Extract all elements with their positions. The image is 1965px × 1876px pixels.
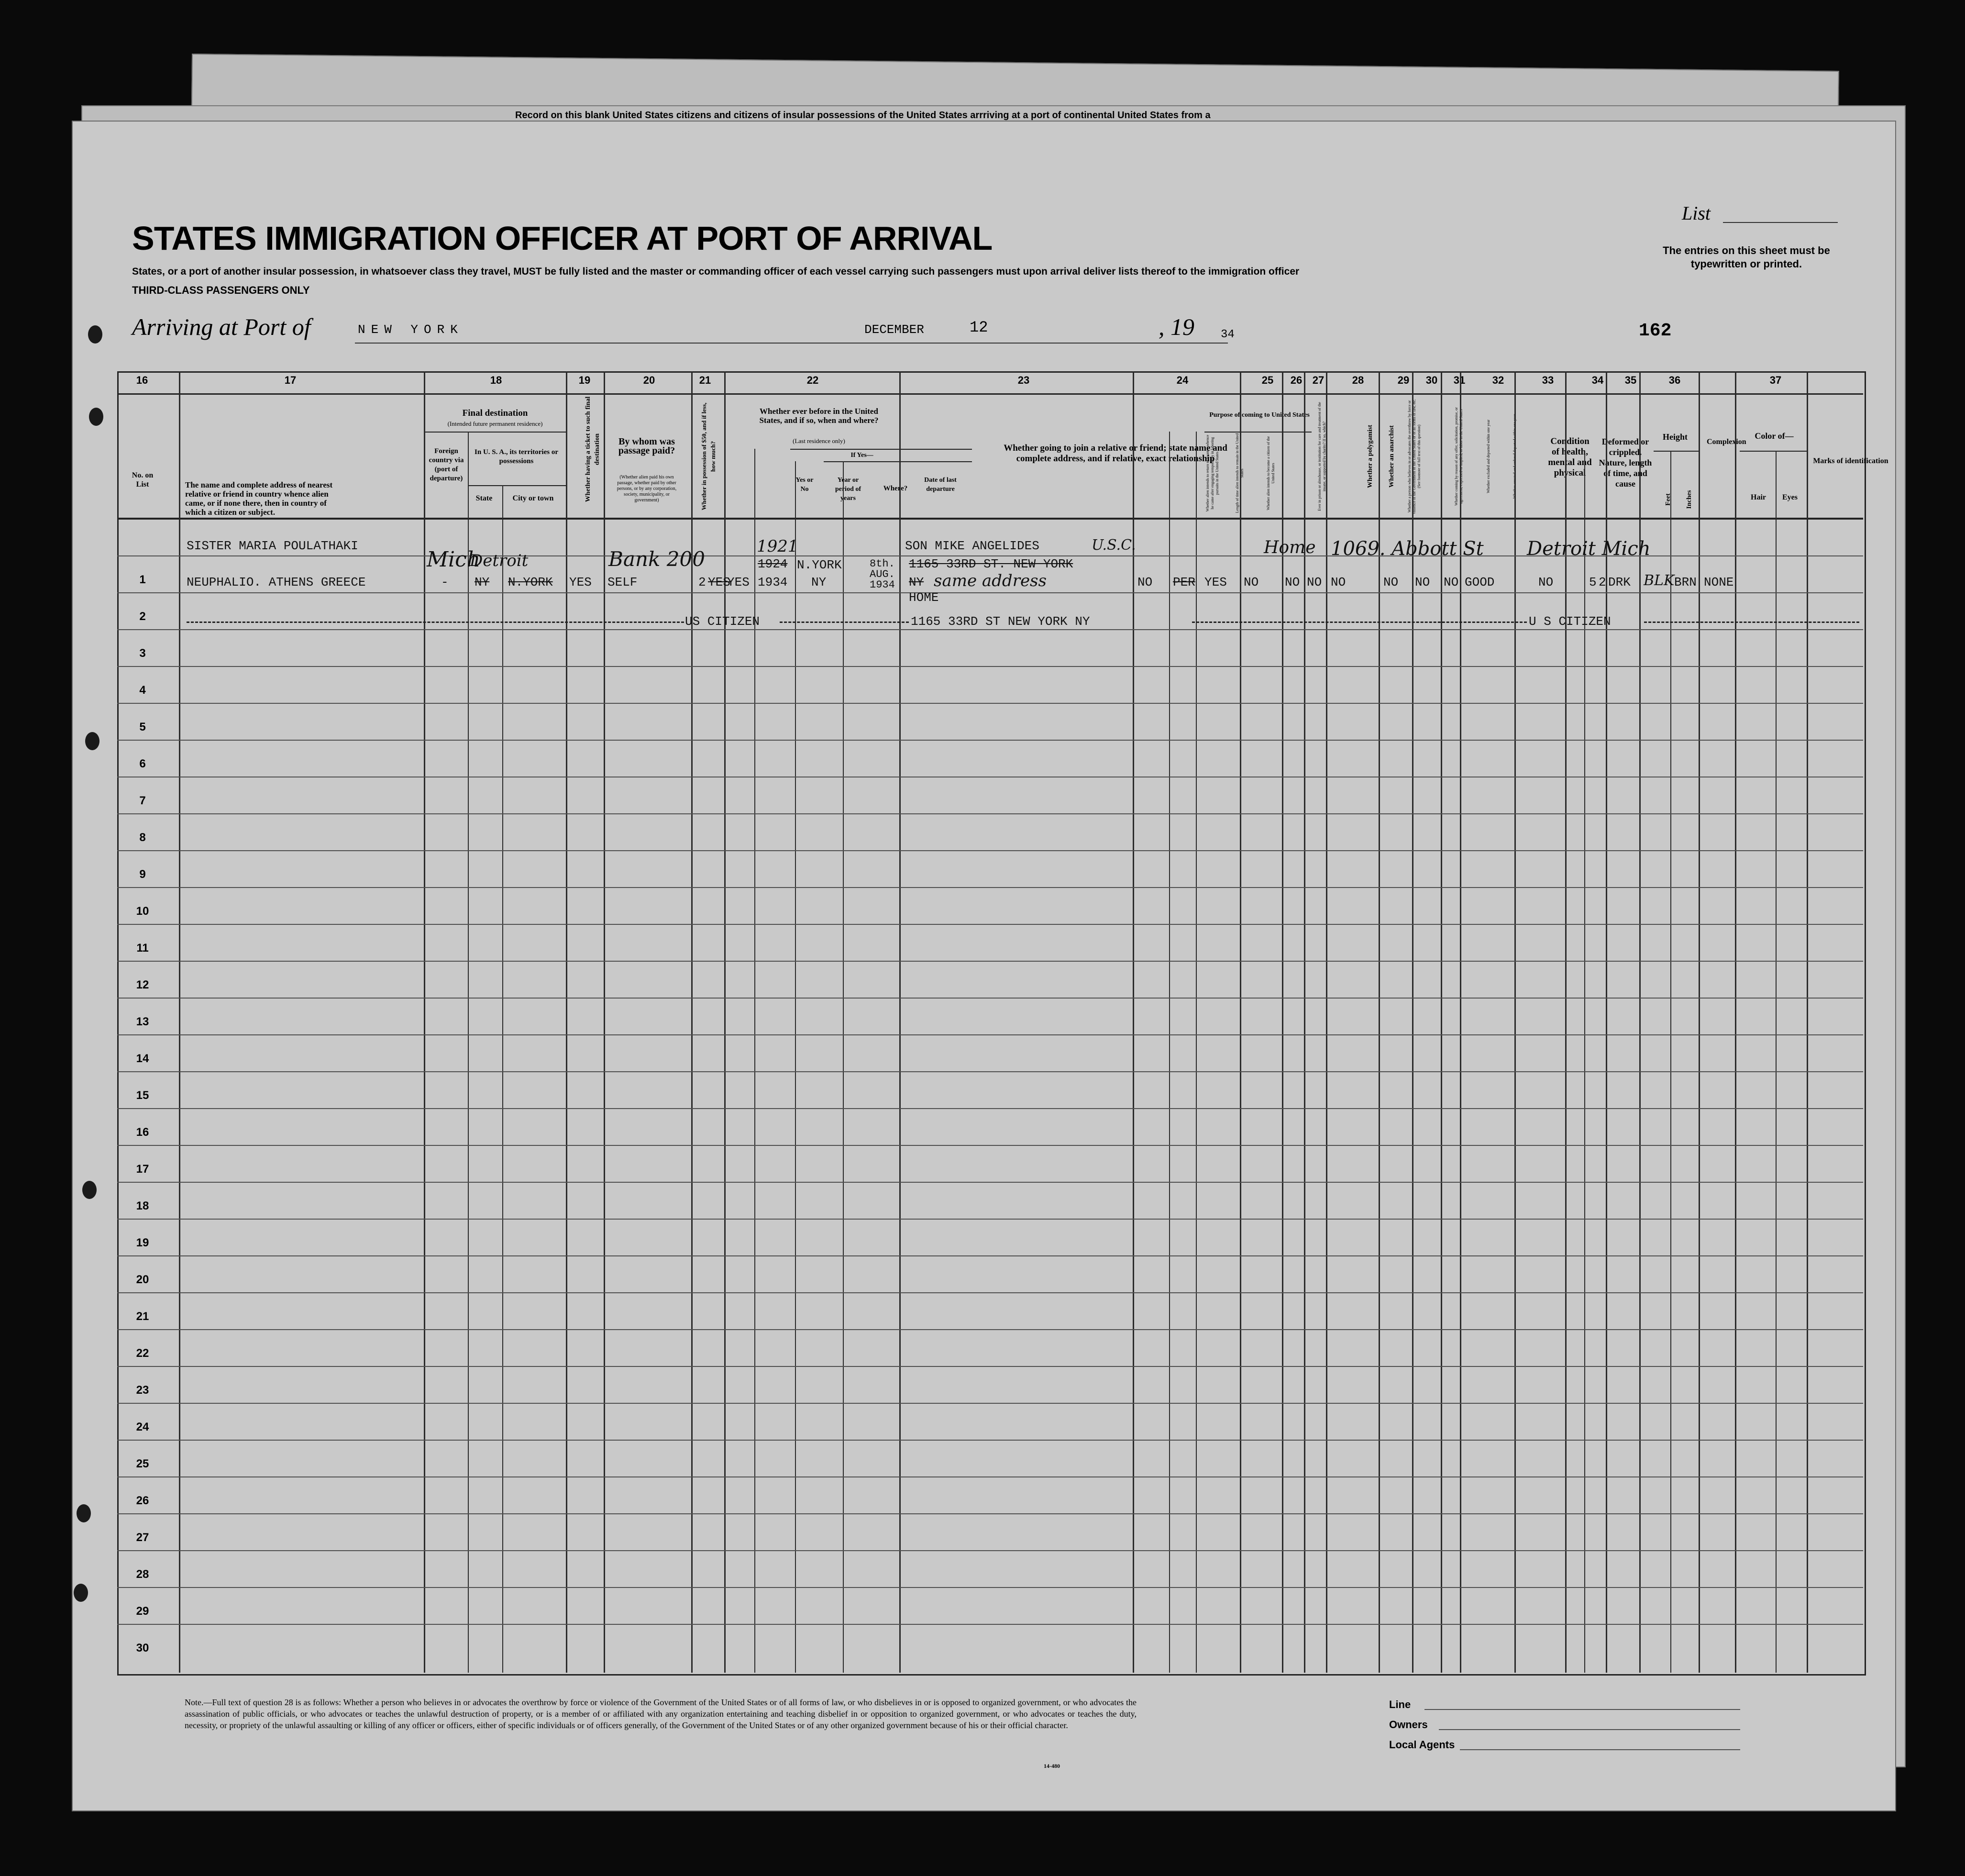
row-rule	[117, 850, 1863, 851]
local-agents-label: Local Agents	[1389, 1739, 1455, 1751]
date-2: AUG.	[870, 568, 895, 580]
date-1: 8th.	[870, 558, 895, 570]
binder-hole	[88, 325, 102, 344]
header-col18-foreign: Foreign country via (port of departure)	[429, 447, 464, 482]
row-number: 25	[136, 1457, 149, 1470]
col-rule	[1169, 432, 1170, 1673]
header-col25: Ever in prison or almshouse, or institution for care and treatment of the insane, or supported by charity? If so, which?	[1317, 402, 1326, 511]
header-col22-yes-no: Yes or No	[795, 477, 814, 493]
binder-hole	[85, 732, 99, 750]
offer-value: NO	[1383, 575, 1399, 589]
return-intent: NO	[1137, 575, 1153, 589]
port-underline	[355, 343, 919, 344]
dash-rule-left	[187, 622, 684, 623]
col-num-23: 23	[1017, 374, 1030, 386]
row-number: 9	[139, 868, 146, 881]
header-col33: Deformed or crippled. Nature, length of time, and cause	[1599, 437, 1652, 488]
row-number: 7	[139, 794, 146, 807]
header-col24-c: Whether alien intends to become a citizen of the United States	[1266, 436, 1275, 511]
marks-value: NONE	[1704, 575, 1734, 589]
header-col36: Color of—	[1755, 431, 1794, 441]
col18-sub-rule	[424, 432, 566, 433]
ever-before-value: YES	[727, 575, 750, 589]
col-num-25: 25	[1261, 374, 1274, 386]
col-rule	[1240, 371, 1241, 1673]
header-col22-if-yes: If Yes—	[850, 452, 873, 459]
col36-sub-rule	[1740, 451, 1807, 452]
citizen-intent: YES	[1204, 575, 1227, 589]
col-rule	[754, 449, 755, 1673]
row-number: 6	[139, 757, 146, 770]
excluded-value: NO	[1415, 575, 1430, 589]
row-number: 14	[136, 1052, 149, 1065]
money-value: 2	[698, 575, 706, 589]
header-col36-hair: Hair	[1751, 493, 1766, 501]
us-citizen-note: US CITIZEN	[685, 614, 760, 629]
row-number: 5	[139, 721, 146, 733]
header-col24-title: Purpose of coming to United States	[1209, 411, 1310, 419]
row-number: 17	[136, 1163, 149, 1176]
col-rule	[1379, 371, 1380, 1673]
row-number: 19	[136, 1236, 149, 1249]
col-rule	[1807, 371, 1808, 1673]
header-col34-inches: Inches	[1686, 490, 1693, 509]
col-rule	[1282, 371, 1283, 1673]
row-rule	[117, 1034, 1863, 1035]
row-number: 26	[136, 1494, 149, 1507]
header-col31: Whether arrested and ordered deported within one year	[1512, 414, 1517, 499]
row-number: 3	[139, 647, 146, 660]
manifest-sheet	[72, 110, 1896, 1811]
city-handwritten: Detroit	[470, 551, 529, 570]
join-2: 1165 33RD ST. NEW YORK	[909, 557, 1073, 571]
col-num-21: 21	[699, 374, 711, 386]
header-col18-city: City or town	[512, 494, 554, 502]
col-rule	[1412, 371, 1413, 1673]
hand-address: 1069. Abbott St	[1331, 538, 1484, 560]
col-rule	[1584, 451, 1585, 1673]
row-rule	[117, 1550, 1863, 1551]
col22-sub-rule	[790, 449, 972, 450]
col-num-19: 19	[578, 374, 591, 386]
header-col22-date: Date of last departure	[924, 477, 957, 493]
hand-city: Detroit Mich	[1527, 538, 1651, 560]
height-feet: 5	[1589, 575, 1597, 589]
row-rule	[117, 629, 1863, 630]
line-label: Line	[1389, 1698, 1411, 1710]
col-rule	[179, 371, 180, 1673]
row-rule	[117, 1219, 1863, 1220]
row-rule	[117, 1476, 1863, 1477]
join-3-typed: NY	[909, 575, 924, 589]
row-rule	[117, 666, 1863, 667]
col-rule	[1304, 371, 1305, 1673]
row-rule	[117, 1182, 1863, 1183]
owners-underline	[1439, 1729, 1740, 1730]
row-rule	[117, 1624, 1863, 1625]
col-num-37: 37	[1769, 374, 1782, 386]
binder-hole	[77, 1504, 91, 1522]
col34-sub-rule	[1654, 451, 1699, 452]
join-5: 1165 33RD ST NEW YORK NY	[911, 614, 1090, 629]
col-rule	[604, 371, 605, 1673]
row-rule	[117, 1145, 1863, 1146]
row-number: 30	[136, 1642, 149, 1654]
header-col22-year: Year or period of years	[835, 477, 861, 502]
col-rule	[566, 371, 567, 1673]
col-rule	[1699, 371, 1700, 1673]
eyes-value: BRN	[1674, 575, 1697, 589]
col-rule	[1441, 371, 1442, 1673]
join-4: HOME	[909, 590, 939, 605]
row-rule	[117, 1366, 1863, 1367]
row-rule	[117, 1587, 1863, 1588]
col-rule	[1565, 371, 1567, 1673]
row-rule	[117, 1292, 1863, 1293]
year-typed-2: 1934	[758, 575, 788, 589]
row-rule	[117, 1071, 1863, 1072]
col-num-35: 35	[1624, 374, 1637, 386]
row-number: 29	[136, 1605, 149, 1618]
row-rule	[117, 813, 1863, 814]
col-rule	[899, 371, 901, 1673]
row-number: 15	[136, 1089, 149, 1102]
entries-note: The entries on this sheet must be typewritten or printed.	[1663, 244, 1830, 270]
row-number: 13	[136, 1015, 149, 1028]
row-number: 1	[139, 573, 146, 586]
header-col20: By whom was passage paid?	[618, 436, 675, 456]
header-col20-sub: (Whether alien paid his own passage, whether paid by other persons, or by any corporation, society, municipality, or government)	[617, 475, 677, 503]
col-num-29: 29	[1397, 374, 1410, 386]
header-col24-b: Length of time alien intends to remain in the United States	[1235, 433, 1244, 513]
header-col35: Complexion	[1707, 438, 1746, 446]
date-underline	[860, 343, 1228, 344]
header-col34-feet: Feet	[1665, 493, 1672, 506]
row-rule	[117, 1329, 1863, 1330]
header-rule-top	[117, 393, 1863, 395]
join-1: SON MIKE ANGELIDES	[905, 539, 1039, 553]
year-prefix: , 19	[1159, 313, 1194, 340]
health-value: GOOD	[1465, 575, 1495, 589]
state-typed: NY	[475, 575, 490, 589]
hair-value: BLK	[1644, 572, 1675, 589]
col-num-22: 22	[806, 374, 819, 386]
row-rule	[117, 1108, 1863, 1109]
where-1: N.YORK	[797, 558, 842, 572]
arriving-label: Arriving at Port of	[132, 313, 311, 340]
passage-value: SELF	[607, 575, 638, 589]
header-col29: Whether coming by reason of any offer, solicitation, promise, or agreement, expressed or implied, to labor in the United States	[1454, 407, 1463, 506]
binder-hole	[89, 408, 103, 426]
header-col36-eyes: Eyes	[1782, 493, 1798, 501]
header-col28: Whether a person who believes in or advocates the overthrow by force or violence of the Government of the United States or of all forms of law, etc. (See footnote of full text of this question)	[1407, 399, 1421, 514]
prison-value: NO	[1244, 575, 1259, 589]
col-rule	[1776, 451, 1777, 1673]
col-num-32: 32	[1492, 374, 1504, 386]
row-rule	[117, 740, 1863, 741]
passage-handwritten: Bank 200	[608, 547, 705, 571]
city-typed: N.YORK	[508, 575, 553, 589]
line-underline	[1424, 1709, 1740, 1710]
row-number: 2	[139, 610, 146, 623]
footnote: Note.—Full text of question 28 is as follows: Whether a person who believes in or advocates the overthrow by force or violence of the Government of the United States or of all forms of law, or who disbelieves in or is opposed to organized government, or who advocates the assassination of public officials, or who advocates or teaches the unlawful destruction of property, or is a member of or affiliated with any organization entertaining and teaching disbelief in or opposition to organized government, or who advocates or teaches the duty, necessity, or propriety of the unlawful assaulting or killing of any officer or officers, either of specific individuals or of officers generally, of the Government of the United States or of any other organized government because of his or their official character.	[185, 1698, 1137, 1730]
col-rule	[1133, 371, 1134, 1673]
date-month: DECEMBER	[864, 322, 924, 337]
row-number: 11	[136, 942, 149, 955]
dash-rule-right-a	[1192, 622, 1527, 623]
page-number: 162	[1639, 321, 1672, 341]
col-num-26: 26	[1290, 374, 1303, 386]
header-col23: Whether going to join a relative or friend; state name and complete address, and if relative, exact relationship	[1004, 443, 1227, 464]
relative-address: NEUPHALIO. ATHENS GREECE	[187, 575, 366, 589]
row-rule	[117, 1513, 1863, 1514]
header-col30: Whether excluded and deported within one year	[1486, 420, 1490, 493]
row-number: 27	[136, 1531, 149, 1544]
col-rule	[468, 432, 469, 1673]
header-col17: The name and complete address of nearest relative or friend in country whence alien came, or if none there, then in country of which a citizen or subject.	[185, 480, 333, 517]
col-num-20: 20	[643, 374, 655, 386]
col-rule	[1670, 451, 1671, 1673]
form-instruction: States, or a port of another insular possession, in whatsoever class they travel, MUST be fully listed and the master or commanding officer of each vessel carrying such passengers must upon arrival deliver lists thereof to the immigration officer	[132, 266, 1300, 277]
header-col27: Whether an anarchist	[1388, 425, 1395, 488]
col-rule	[1639, 371, 1641, 1673]
form-title: STATES IMMIGRATION OFFICER AT PORT OF ARRIVAL	[132, 220, 993, 257]
anarchist-value: NO	[1307, 575, 1322, 589]
row-number: 22	[136, 1347, 149, 1360]
header-no-on-list: No. on List	[132, 471, 154, 488]
class-line: THIRD-CLASS PASSENGERS ONLY	[132, 284, 310, 296]
col-rule	[1735, 371, 1736, 1673]
join-3-handwritten: same address	[934, 571, 1047, 590]
header-col22-title: Whether ever before in the United States, and if so, when and where?	[759, 407, 879, 425]
col-num-30: 30	[1425, 374, 1438, 386]
where-2: NY	[811, 575, 827, 589]
row-number: 10	[136, 905, 149, 918]
header-col18-state: State	[475, 494, 493, 502]
list-label: List	[1682, 202, 1711, 224]
port-value: NEW YORK	[358, 322, 464, 337]
polygamist-value: NO	[1285, 575, 1300, 589]
col-rule	[1326, 371, 1327, 1673]
deformed-value: NO	[1538, 575, 1554, 589]
row-number: 23	[136, 1384, 149, 1397]
state-handwritten: Mich	[427, 547, 481, 572]
row-rule	[117, 592, 1863, 593]
col-rule	[424, 371, 425, 1673]
row-number: 4	[139, 684, 146, 697]
row-rule	[117, 1255, 1863, 1256]
date-day: 12	[970, 319, 988, 336]
header-col18-title: Final destination	[462, 408, 528, 418]
height-inches: 2	[1599, 575, 1606, 589]
row-number: 18	[136, 1199, 149, 1212]
col-num-31: 31	[1453, 374, 1466, 386]
agents-underline	[1460, 1749, 1740, 1750]
col18-usa-rule	[468, 485, 566, 486]
col-num-36: 36	[1668, 374, 1681, 386]
owners-label: Owners	[1389, 1719, 1428, 1731]
money-typed: YES	[708, 575, 730, 589]
header-rule-bottom	[117, 518, 1863, 520]
row-number: 16	[136, 1126, 149, 1139]
row-number: 12	[136, 978, 149, 991]
row-rule	[117, 1440, 1863, 1441]
row-number: 24	[136, 1421, 149, 1433]
col-num-33: 33	[1542, 374, 1554, 386]
col22-ifyes-rule	[824, 461, 972, 462]
col24-sub-rule	[1204, 432, 1312, 433]
row-rule	[117, 703, 1863, 704]
row-rule	[117, 924, 1863, 925]
header-col26: Whether a polygamist	[1367, 425, 1374, 488]
col-rule	[1606, 371, 1607, 1673]
col-num-24: 24	[1176, 374, 1189, 386]
row-number: 28	[136, 1568, 149, 1581]
col-num-16: 16	[136, 374, 148, 386]
col-num-18: 18	[490, 374, 502, 386]
row-rule	[117, 998, 1863, 999]
year-typed-1: 1924	[758, 557, 788, 571]
form-number: 14-480	[1044, 1763, 1060, 1769]
col-num-27: 27	[1312, 374, 1325, 386]
binder-hole	[74, 1584, 88, 1602]
header-col19: Whether having a ticket to such final destination	[585, 396, 601, 502]
top-instruction: Record on this blank United States citizens and citizens of insular possessions of the United States arrriving at a port of continental United States from a	[515, 110, 1211, 121]
row-number: 8	[139, 831, 146, 844]
col-rule	[795, 461, 796, 1673]
foreign-country: -	[441, 575, 449, 589]
dash-rule-right-b	[1644, 622, 1859, 623]
col-num-17: 17	[284, 374, 297, 386]
us-citizen-note-2: U S CITIZEN	[1529, 614, 1611, 629]
row-rule	[117, 887, 1863, 888]
arrested-value: NO	[1444, 575, 1459, 589]
col-num-34: 34	[1591, 374, 1604, 386]
header-col21: Whether in possession of $50, and if less, how much?	[700, 402, 717, 511]
hand-home: Home	[1264, 538, 1316, 557]
row-number: 21	[136, 1310, 149, 1323]
relative-name: SISTER MARIA POULATHAKI	[187, 539, 358, 553]
complexion-value: DRK	[1608, 575, 1631, 589]
header-col34: Height	[1663, 432, 1688, 442]
col-rule	[843, 461, 844, 1673]
list-underline	[1723, 222, 1838, 223]
header-col24-a: Whether alien intends to return to country whence he came after engaging temporarily in laboring pursuits in the United States	[1205, 434, 1219, 512]
col-rule	[502, 485, 503, 1673]
overthrow-value: NO	[1331, 575, 1346, 589]
ticket-value: YES	[569, 575, 592, 589]
col-num-28: 28	[1352, 374, 1364, 386]
header-col22-where: Where?	[883, 485, 908, 492]
header-col32: Condition of health, mental and physical	[1548, 436, 1592, 478]
header-col18-usa: In U. S. A., its territories or possessions	[475, 448, 558, 465]
binder-hole	[82, 1181, 97, 1199]
col-rule	[1514, 371, 1516, 1673]
date-3: 1934	[870, 579, 895, 591]
header-col37: Marks of identification	[1813, 457, 1888, 465]
header-col18-sub: (Intended future permanent residence)	[447, 420, 543, 427]
year-suffix: 34	[1221, 328, 1235, 341]
row-number: 20	[136, 1273, 149, 1286]
year-handwritten: 1921	[757, 537, 798, 556]
col-rule	[1460, 371, 1461, 1673]
dash-rule-middle	[780, 622, 909, 623]
length-value: PER	[1173, 575, 1195, 589]
row-rule	[117, 1403, 1863, 1404]
col-rule	[724, 371, 726, 1673]
join-1-handwritten: U.S.C.	[1092, 537, 1136, 554]
row-rule	[117, 961, 1863, 962]
col-rule	[1196, 432, 1197, 1673]
header-col22-sub: (Last residence only)	[793, 437, 845, 444]
